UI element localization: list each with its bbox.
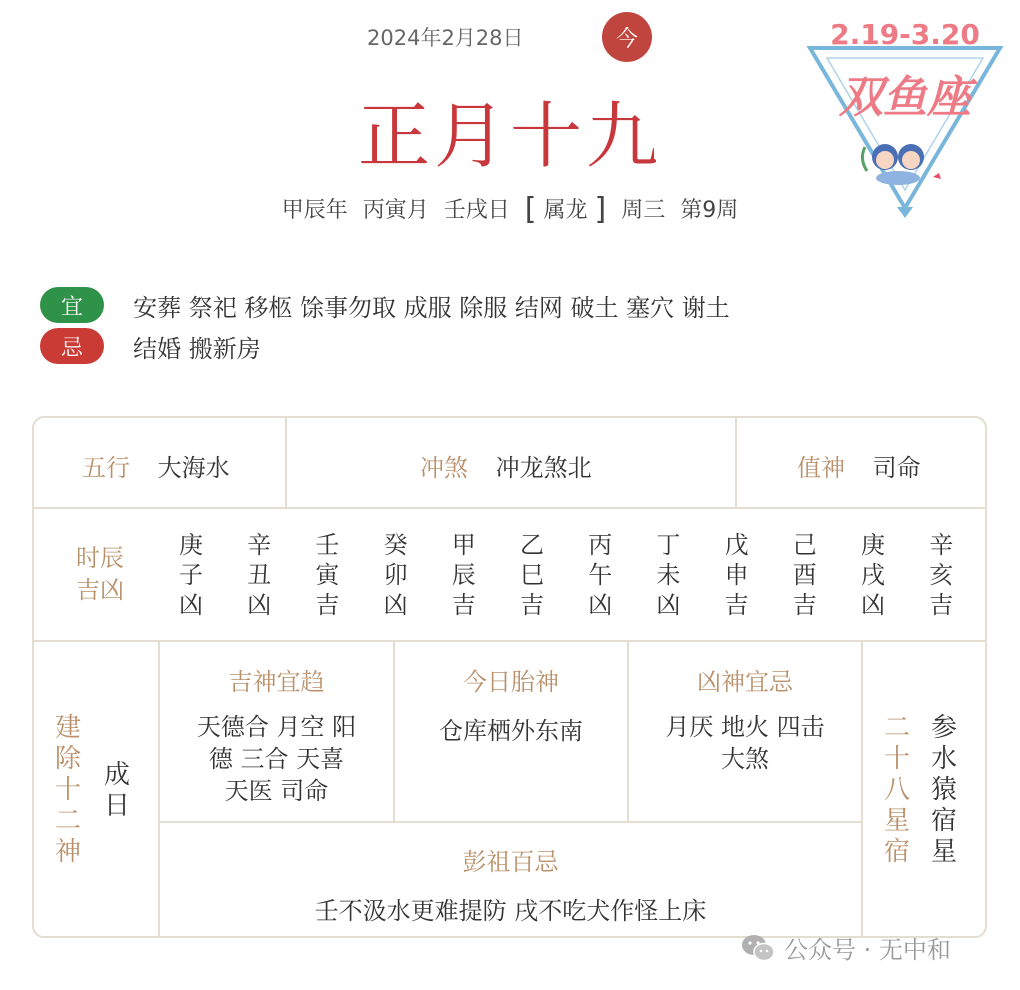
hour-luck: 吉 — [929, 591, 954, 619]
shichen-hour — [585, 530, 615, 620]
pengzu-value: 壬不汲水更难提防 戌不吃犬作怪上床 — [314, 897, 707, 925]
today-button[interactable]: 今 — [602, 12, 652, 62]
watermark-text: 公众号 · 无中和 — [784, 936, 951, 964]
hour-stem: 甲 — [451, 531, 476, 559]
hour-luck: 吉 — [724, 591, 749, 619]
shichen-hour — [722, 530, 752, 620]
hour-stem: 戊 — [724, 531, 749, 559]
jianchu-label-char: 十 — [54, 775, 81, 805]
hour-branch: 戌 — [861, 561, 885, 589]
xiongshen-label: 凶神宜忌 — [697, 668, 793, 696]
lunar-date: 正月十九 — [357, 94, 662, 178]
jianchu-label-char: 二 — [54, 806, 81, 836]
hour-branch: 酉 — [792, 561, 817, 589]
hour-luck: 凶 — [383, 591, 408, 619]
shengxiao: 属龙 — [543, 198, 588, 223]
solar-date: 2024年2月28日 — [367, 26, 524, 50]
xiu-label-char: 宿 — [883, 837, 910, 867]
jishen-list — [160, 711, 393, 807]
hour-branch: 丑 — [247, 561, 272, 589]
taishen-value: 仓库栖外东南 — [439, 717, 583, 745]
pengzu-cell — [160, 842, 861, 926]
jianchu-value — [102, 760, 132, 822]
taishen-cell — [395, 662, 627, 746]
bracket-open: [ — [524, 192, 537, 227]
shichen-hour — [312, 530, 342, 620]
hour-stem: 丙 — [588, 531, 613, 559]
jianchu-label-char: 神 — [54, 837, 81, 867]
hour-luck: 凶 — [247, 591, 272, 619]
xiu-label — [882, 713, 912, 868]
week-number: 第9周 — [680, 198, 739, 223]
jianchu-value-char: 日 — [103, 791, 130, 821]
zhishen-cell — [797, 448, 921, 483]
hour-stem: 癸 — [383, 531, 408, 559]
xiu-value-char: 水 — [930, 744, 957, 774]
jishen-cell — [160, 662, 393, 807]
xiu-value-char: 星 — [930, 837, 957, 867]
jianchu-label — [53, 713, 83, 868]
shichen-label: 时辰 吉凶 — [76, 544, 124, 604]
yi-badge: 宜 — [40, 287, 104, 323]
xiongshen-list — [629, 711, 861, 775]
ji-row — [40, 328, 261, 364]
xiu-label-char: 二 — [883, 713, 910, 743]
yi-row — [40, 287, 730, 323]
xiongshen-line: 月厌 地火 四击 — [665, 713, 825, 741]
xiu-value-char: 猿 — [930, 775, 957, 805]
zodiac-pisces-badge — [805, 12, 1005, 222]
shichen-hour — [858, 530, 888, 620]
hour-branch: 卯 — [383, 561, 408, 589]
zodiac-name: 双鱼座 — [839, 72, 971, 123]
hour-luck: 凶 — [179, 591, 203, 619]
hour-stem: 辛 — [247, 531, 272, 559]
shichen-hour — [926, 530, 956, 620]
chongsha-cell — [420, 448, 592, 483]
day-ganzhi: 壬戌日 — [443, 198, 510, 223]
hour-luck: 吉 — [315, 591, 340, 619]
jishen-line: 天医 司命 — [224, 777, 329, 805]
jianchu-label-char: 建 — [54, 713, 81, 743]
jishen-line: 天德合 月空 阳 — [196, 713, 357, 741]
shichen-hour — [244, 530, 274, 620]
jianchu-value-char: 成 — [103, 760, 130, 790]
taishen-label: 今日胎神 — [463, 668, 559, 696]
hour-stem: 乙 — [520, 531, 544, 559]
shichen-hour — [381, 530, 411, 620]
hour-stem: 庚 — [861, 531, 885, 559]
shichen-hour — [653, 530, 683, 620]
xiu-value-char: 宿 — [930, 806, 957, 836]
month-ganzhi: 丙寅月 — [362, 198, 429, 223]
hour-branch: 申 — [724, 561, 749, 589]
shichen-hour — [517, 530, 547, 620]
hour-branch: 午 — [588, 561, 613, 589]
xiongshen-cell — [629, 662, 861, 775]
hour-stem: 辛 — [929, 531, 954, 559]
hour-luck: 凶 — [861, 591, 885, 619]
weekday: 周三 — [621, 198, 666, 223]
zodiac-range: 2.19-3.20 — [830, 18, 980, 51]
jishen-label: 吉神宜趋 — [228, 668, 325, 696]
hour-luck: 凶 — [656, 591, 681, 619]
xiu-value — [929, 713, 959, 868]
hour-branch: 辰 — [451, 561, 476, 589]
xiu-label-char: 十 — [883, 744, 910, 774]
yi-text: 安葬 祭祀 移柩 馀事勿取 成服 除服 结网 破土 塞穴 谢土 — [133, 293, 730, 322]
hour-branch: 未 — [656, 561, 681, 589]
jianchu-label-char: 除 — [54, 744, 81, 774]
ji-badge: 忌 — [40, 328, 104, 364]
xiu-value-char: 参 — [930, 713, 957, 743]
zhishen-value: 司命 — [872, 454, 921, 482]
xiu-label-char: 八 — [883, 775, 910, 805]
ji-text: 结婚 搬新房 — [133, 334, 261, 363]
hour-luck: 吉 — [451, 591, 476, 619]
wechat-icon — [740, 933, 776, 963]
hour-stem: 壬 — [315, 531, 340, 559]
wuxing-label: 五行 — [82, 454, 130, 482]
jishen-line: 德 三合 天喜 — [208, 745, 345, 773]
shichen-hour — [449, 530, 479, 620]
bracket-close: ] — [594, 192, 607, 227]
hour-branch: 亥 — [929, 561, 954, 589]
shichen-hour — [176, 530, 206, 620]
wuxing-value: 大海水 — [157, 454, 230, 482]
xiongshen-line: 大煞 — [721, 745, 769, 773]
hour-luck: 吉 — [520, 591, 544, 619]
watermark — [740, 930, 951, 965]
year-ganzhi: 甲辰年 — [281, 198, 348, 223]
hour-luck: 凶 — [588, 591, 613, 619]
shichen-hour — [790, 530, 820, 620]
hour-branch: 巳 — [520, 561, 544, 589]
almanac-card — [32, 416, 987, 938]
hour-stem: 庚 — [179, 531, 203, 559]
pengzu-label: 彭祖百忌 — [462, 848, 559, 876]
zhishen-label: 值神 — [797, 454, 845, 482]
wuxing-cell — [82, 448, 230, 483]
hour-stem: 丁 — [656, 531, 681, 559]
chongsha-label: 冲煞 — [420, 454, 468, 482]
xiu-label-char: 星 — [883, 806, 910, 836]
hour-branch: 寅 — [315, 561, 340, 589]
hour-stem: 己 — [792, 531, 817, 559]
hour-luck: 吉 — [792, 591, 817, 619]
hour-branch: 子 — [179, 561, 203, 589]
chongsha-value: 冲龙煞北 — [495, 454, 592, 482]
